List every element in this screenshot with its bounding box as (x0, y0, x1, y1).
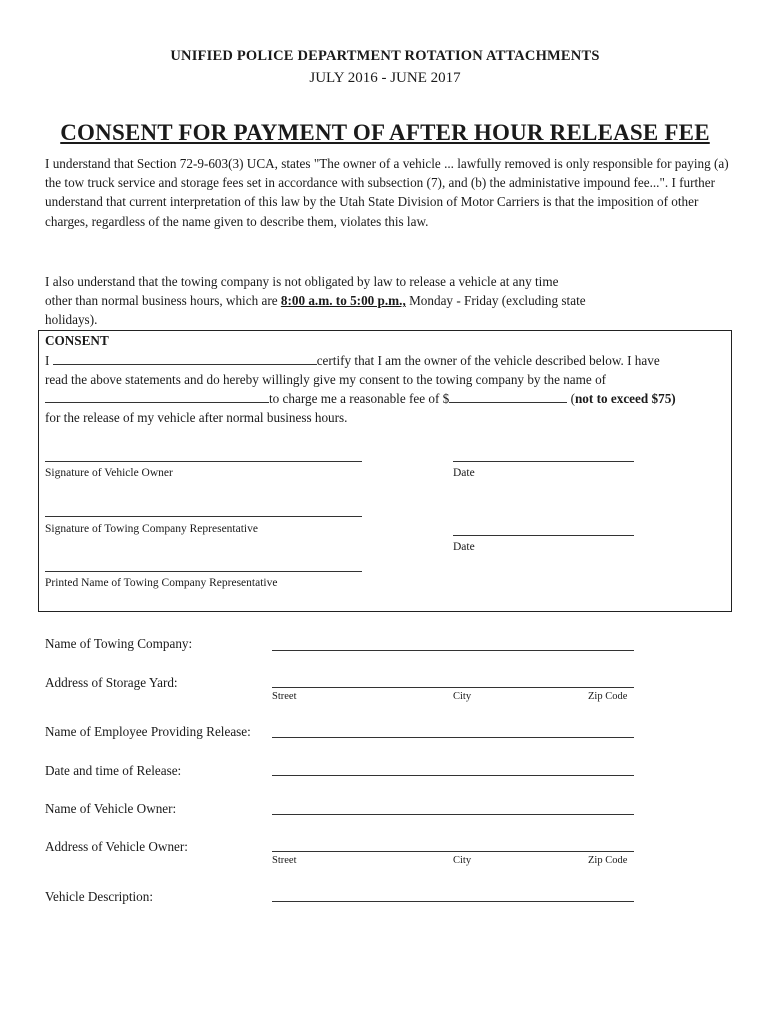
consent-label: CONSENT (45, 333, 109, 348)
towing-company-field[interactable] (272, 650, 634, 651)
business-hours-days: Monday - Friday (excluding state (405, 293, 586, 309)
owner-signature-label: Signature of Vehicle Owner (45, 467, 173, 479)
period-header: JULY 2016 - JUNE 2017 (309, 70, 461, 86)
business-hours-line-2 (45, 291, 735, 310)
owner-signature-line[interactable] (45, 461, 362, 462)
legal-statement-paragraph: I understand that Section 72-9-603(3) UCA, states "The owner of a vehicle ... lawfully removed is only responsible for paying (a) the tow truck service and storage fees set in accordance with subsection (7), and (b) the administative impound fee...". I further understand that current interpretation of this law by the Utah State Division of Motor Carriers is that the imposition of other charges, regardless of the name given to describe them, violates this law. (45, 156, 729, 229)
fee-text: to charge me a reasonable fee of $ (269, 391, 450, 406)
consent-certify-text: certify that I am the owner of the vehicle described below. I have (316, 353, 660, 368)
consent-line-1 (45, 351, 660, 370)
fee-amount-blank[interactable] (449, 391, 567, 403)
release-time-field[interactable] (272, 775, 634, 776)
employee-label: Name of Employee Providing Release: (45, 724, 251, 739)
release-time-label: Date and time of Release: (45, 763, 182, 778)
consent-line-2: read the above statements and do hereby willingly give my consent to the towing company by the name of (45, 372, 607, 387)
rep-printed-name-line[interactable] (45, 571, 362, 572)
department-header: UNIFIED POLICE DEPARTMENT ROTATION ATTACHMENTS (170, 48, 600, 64)
storage-zip-label: Zip Code (588, 691, 628, 702)
owner-date-line[interactable] (453, 461, 634, 462)
business-hours-line-3: holidays). (45, 312, 98, 328)
rep-signature-label: Signature of Towing Company Representative (45, 523, 258, 535)
owner-street-label: Street (272, 855, 297, 866)
towing-company-blank[interactable] (45, 391, 269, 403)
owner-address-label: Address of Vehicle Owner: (45, 839, 188, 854)
storage-city-label: City (453, 691, 472, 702)
owner-address-field[interactable] (272, 851, 634, 852)
storage-street-label: Street (272, 691, 297, 702)
consent-line-3 (45, 389, 676, 408)
owner-city-label: City (453, 855, 472, 866)
vehicle-description-field[interactable] (272, 901, 634, 902)
owner-zip-label: Zip Code (588, 855, 628, 866)
storage-address-label: Address of Storage Yard: (45, 675, 178, 690)
fee-paren: ( (567, 391, 575, 406)
owner-name-blank[interactable] (53, 353, 317, 365)
rep-date-line[interactable] (453, 535, 634, 536)
storage-address-field[interactable] (272, 687, 634, 688)
rep-signature-line[interactable] (45, 516, 362, 517)
owner-name-field[interactable] (272, 814, 634, 815)
business-hours-line-1: I also understand that the towing company is not obligated by law to release a vehicle at any time (45, 274, 559, 289)
owner-name-label: Name of Vehicle Owner: (45, 801, 177, 816)
owner-date-label: Date (453, 467, 475, 479)
consent-i: I (45, 353, 53, 368)
rep-date-label: Date (453, 541, 475, 553)
form-title: CONSENT FOR PAYMENT OF AFTER HOUR RELEASE FEE (60, 120, 710, 145)
business-hours-value: 8:00 a.m. to 5:00 p.m., (280, 293, 406, 309)
rep-printed-name-label: Printed Name of Towing Company Representative (45, 577, 278, 589)
fee-limit: not to exceed $75) (574, 391, 676, 406)
towing-company-label: Name of Towing Company: (45, 636, 193, 651)
business-hours-text: other than normal business hours, which are (45, 293, 281, 309)
vehicle-description-label: Vehicle Description: (45, 889, 154, 904)
employee-field[interactable] (272, 737, 634, 738)
consent-line-4: for the release of my vehicle after normal business hours. (45, 410, 348, 425)
business-hours-paragraph (45, 272, 735, 330)
